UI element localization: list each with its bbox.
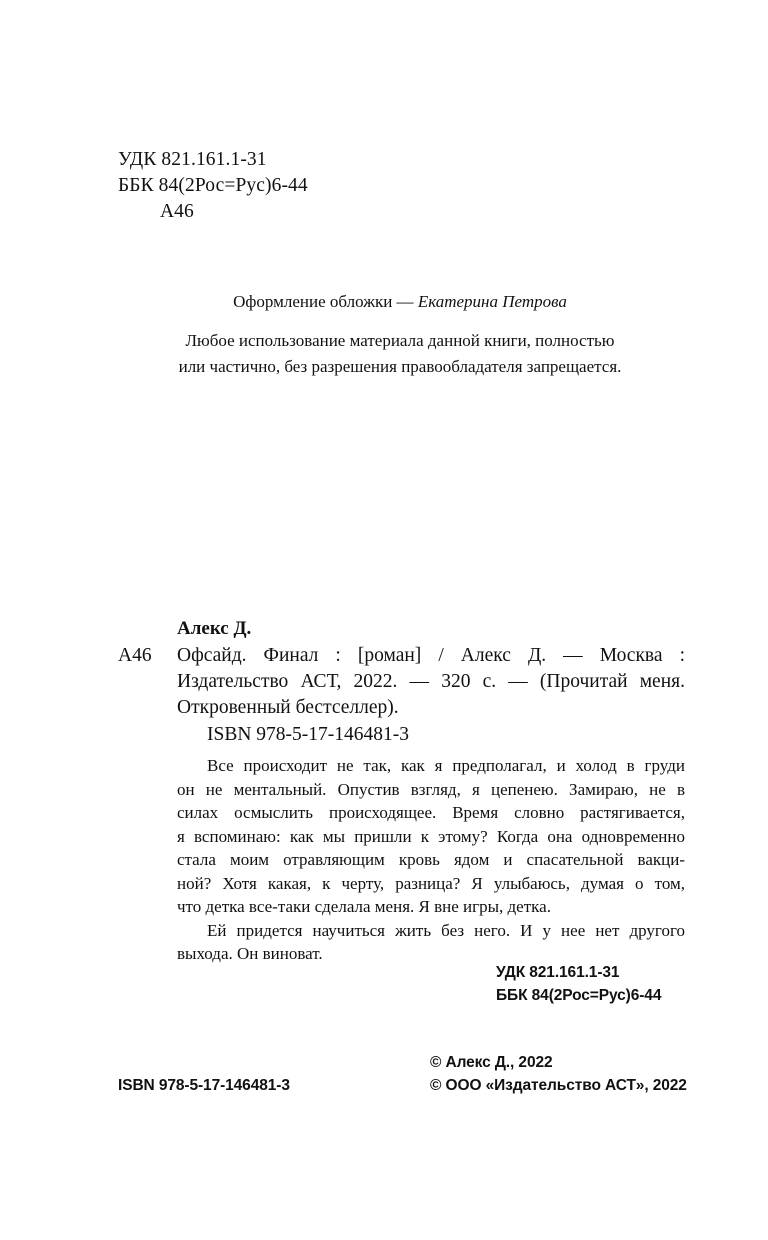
rights-line: или частично, без разрешения правообладателя запрещается. <box>178 357 622 376</box>
annotation-line: стала моим отравляющим кровь ядом и спасательной вакци- <box>177 850 685 869</box>
udk-code: УДК 821.161.1-31 <box>118 149 267 170</box>
bbk-code: ББК 84(2Рос=Рус)6-44 <box>118 175 308 196</box>
annotation-line: он не ментальный. Опустив взгляд, я цепенею. Замираю, не в <box>177 779 685 799</box>
cover-credit-label: Оформление обложки — <box>233 292 418 311</box>
cover-designer-name: Екатерина Петрова <box>417 292 567 311</box>
annotation-line: ной? Хотя какая, к черту, разница? Я улыбаюсь, думая о том, <box>177 873 685 893</box>
annotation <box>177 754 685 966</box>
copyright-author: © Алекс Д., 2022 <box>430 1054 553 1071</box>
author-mark: А46 <box>160 201 194 222</box>
footer-bbk-code: ББК 84(2Рос=Рус)6-44 <box>496 987 662 1004</box>
record-description-line: Откровенный бестселлер). <box>177 697 399 718</box>
footer-udk-code: УДК 821.161.1-31 <box>496 964 620 981</box>
rights-notice <box>0 328 768 380</box>
record-description <box>177 643 685 721</box>
rights-line: Любое использование материала данной книги, полностью <box>185 331 615 350</box>
copyright-publisher: © ООО «Издательство АСТ», 2022 <box>430 1077 687 1094</box>
annotation-line: Ей придется научиться жить без него. И у нее нет другого <box>207 920 685 940</box>
cover-credit <box>0 291 768 313</box>
annotation-line: силах осмыслить происходящее. Время словно растягивается, <box>177 803 685 822</box>
record-isbn: ISBN 978-5-17-146481-3 <box>207 724 410 745</box>
annotation-line: выхода. Он виноват. <box>177 944 323 963</box>
record-author: Алекс Д. <box>177 618 252 639</box>
record-author-mark: А46 <box>118 645 152 666</box>
record-description-line: Издательство АСТ, 2022. — 320 с. — (Прочитай меня. <box>177 671 685 692</box>
annotation-line: я вспоминаю: как мы пришли к этому? Когда она одновременно <box>177 826 685 846</box>
footer-isbn: ISBN 978-5-17-146481-3 <box>118 1077 290 1094</box>
annotation-line: Все происходит не так, как я предполагал, и холод в груди <box>207 756 685 775</box>
annotation-line: что детка все-таки сделала меня. Я вне игры, детка. <box>177 897 551 916</box>
record-description-line: Офсайд. Финал : [роман] / Алекс Д. — Москва : <box>177 645 685 666</box>
